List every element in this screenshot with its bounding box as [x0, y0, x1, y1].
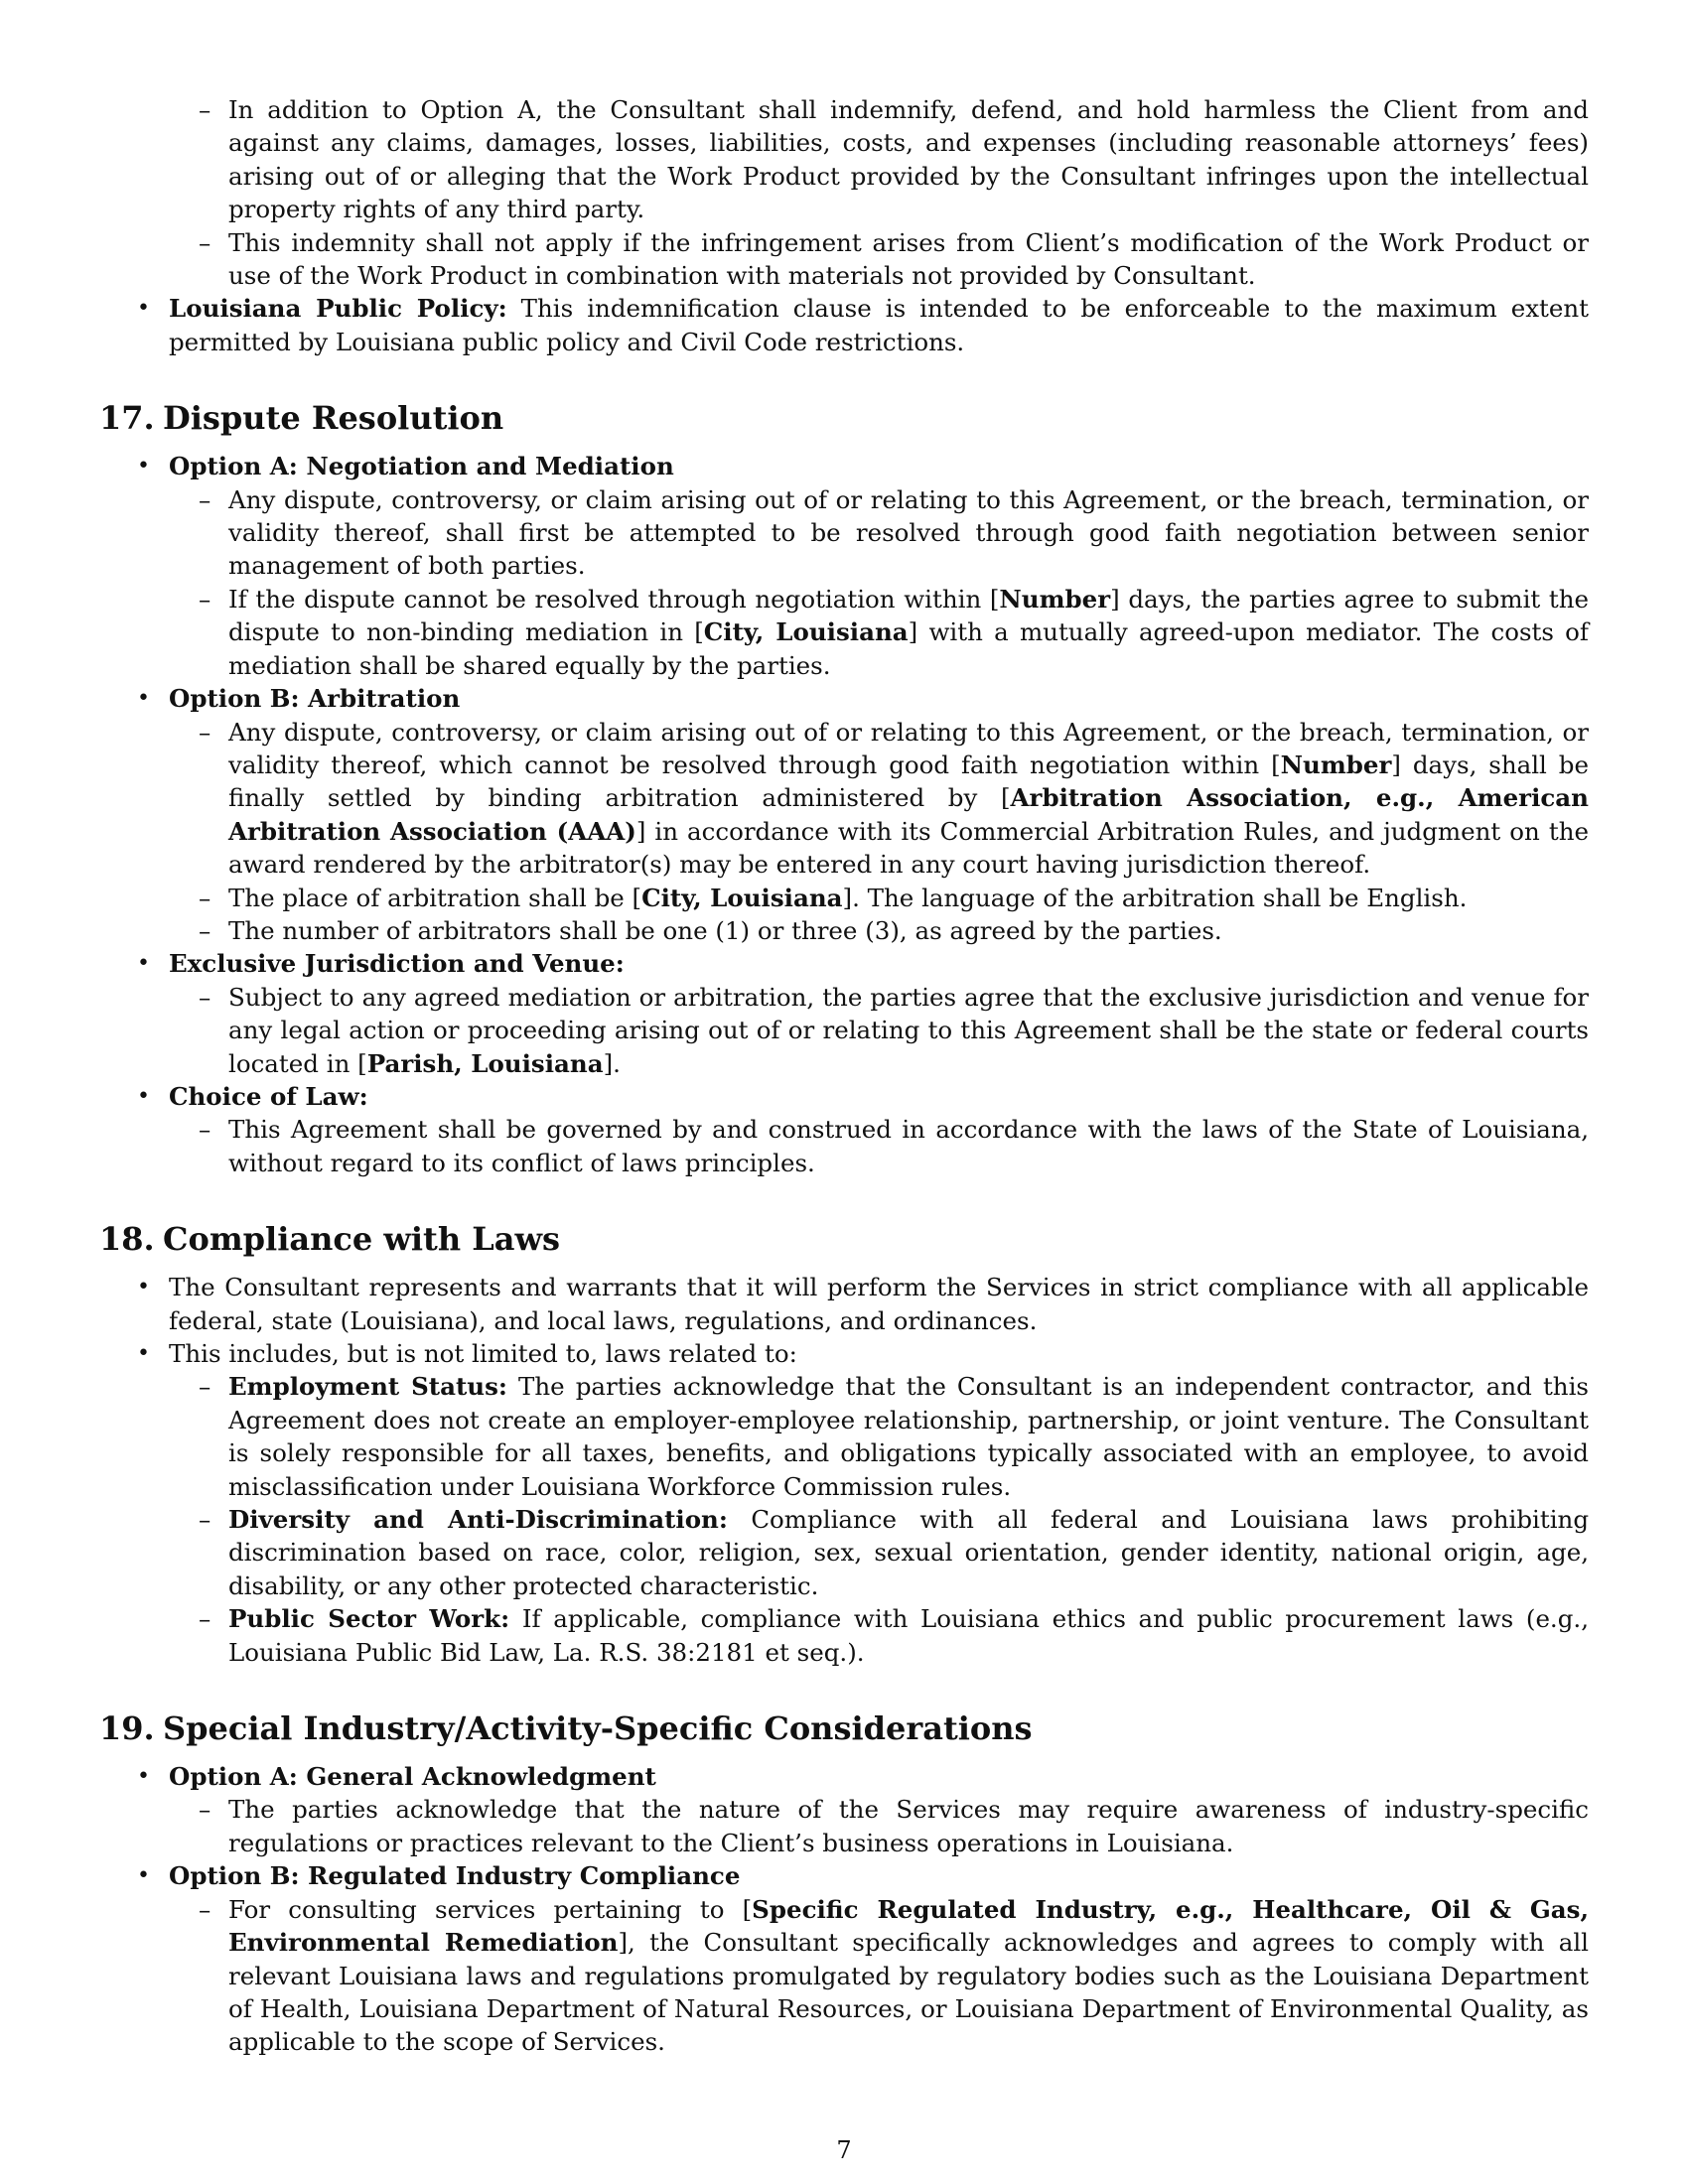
bullet-marker: • [137, 951, 150, 977]
bullet-marker: • [137, 1764, 150, 1790]
dash-marker: – [199, 95, 211, 124]
bullet-item: • The Consultant represents and warrants that it will perform the Services in strict compliance with all applicable federal, state (Louisiana), and local laws, regulations, and ordinances. [137, 1273, 1589, 1335]
sub-item: – The number of arbitrators shall be one (1) or three (3), as agreed by the parties. [99, 914, 1589, 947]
sub-item: – In addition to Option A, the Consultant shall indemnify, defend, and hold harmless the Client from and against any claims, damages, losses, liabilities, costs, and expenses (including reasonable attorneys’ fees) arising out of or alleging that the Work Product provided by the Consultant infringes upon the intellectual property rights of any third party. [199, 95, 1589, 224]
dash-marker: – [199, 584, 211, 614]
bullet-marker: • [137, 1341, 150, 1366]
bullet-label: Option A: General Acknowledgment [169, 1762, 656, 1792]
dash-marker: – [199, 227, 211, 257]
sub-item: – For consulting services pertaining to [Specific Regulated Industry, e.g., Healthcare, Oil & Gas, Environmental Remediation], the Consultant specifically acknowledges and agrees to comply with all relevant Louisiana laws and regulations promulgated by regulatory bodies such as the Louisiana Department of Health, Louisiana Department of Natural Resources, or Louisiana Department of Environmental Quality, as applicable to the scope of Services. [199, 1894, 1589, 2057]
dash-marker: – [199, 1604, 211, 1634]
dash-marker: – [199, 915, 211, 945]
bullet-label: Option B: Arbitration [169, 684, 461, 714]
bullet-item [99, 1080, 1589, 1113]
dash-marker: – [199, 1115, 211, 1145]
sub-item: – If the dispute cannot be resolved through negotiation within [Number] days, the parties agree to submit the dispute to non-binding mediation in [City, Louisiana] with a mutually agreed-upon mediator. The costs of mediation shall be shared equally by the parties. [199, 584, 1589, 680]
bullet-item [99, 1859, 1589, 1892]
sub-item: – Diversity and Anti-Discrimination: Compliance with all federal and Louisiana laws prohibiting discrimination based on race, color, religion, sex, sexual orientation, gender identity, national origin, age, disability, or any other protected characteristic. [199, 1505, 1589, 1600]
sub-item: – Subject to any agreed mediation or arbitration, the parties agree that the exclusive jurisdiction and venue for any legal action or proceeding arising out of or relating to this Agreement shall be the state or federal courts located in [Parish, Louisiana]. [199, 982, 1589, 1078]
dash-marker: – [199, 717, 211, 747]
sub-item: – Any dispute, controversy, or claim arising out of or relating to this Agreement, or the breach, termination, or validity thereof, shall first be attempted to be resolved through good faith negotiation between senior management of both parties. [199, 484, 1589, 581]
sub-item: – Employment Status: The parties acknowledge that the Consultant is an independent contractor, and this Agreement does not create an employer-employee relationship, partnership, or joint venture. The Consultant is solely responsible for all taxes, benefits, and obligations typically associated with an employee, to avoid misclassification under Louisiana Workforce Commission rules. [199, 1372, 1589, 1501]
bullet-label: Option B: Regulated Industry Compliance [169, 1861, 741, 1891]
bullet-item: • This includes, but is not limited to, laws related to: [99, 1337, 1589, 1370]
bullet-item [99, 947, 1589, 980]
bullet-label: Louisiana Public Policy: [169, 294, 507, 324]
dash-marker: – [199, 1795, 211, 1825]
dash-marker: – [199, 1372, 211, 1402]
document-page [99, 93, 1589, 2059]
sub-item: – This Agreement shall be governed by and construed in accordance with the laws of the State of Louisiana, without regard to its conflict of laws principles. [199, 1115, 1589, 1177]
bullet-item: • Louisiana Public Policy: This indemnification clause is intended to be enforceable to the maximum extent permitted by Louisiana public policy and Civil Code restrictions. [137, 294, 1589, 356]
sub-item: – Any dispute, controversy, or claim arising out of or relating to this Agreement, or the breach, termination, or validity thereof, which cannot be resolved through good faith negotiation within [Number] days, shall be finally settled by binding arbitration administered by [Arbitration Association, e.g., American Arbitration Association (AAA)] in accordance with its Commercial Arbitration Rules, and judgment on the award rendered by the arbitrator(s) may be entered in any court having jurisdiction thereof. [199, 717, 1589, 880]
section-heading: 19. Special Industry/Activity-Specific Considerations [99, 1709, 1033, 1748]
dash-marker: – [199, 484, 211, 514]
sub-item: – The parties acknowledge that the nature of the Services may require awareness of industry-specific regulations or practices relevant to the Client’s business operations in Louisiana. [199, 1795, 1589, 1857]
sub-item: – The place of arbitration shall be [City, Louisiana]. The language of the arbitration shall be English. [99, 882, 1589, 914]
bullet-marker: • [137, 1863, 150, 1889]
bullet-label: Exclusive Jurisdiction and Venue: [169, 949, 625, 979]
bullet-label: Choice of Law: [169, 1081, 368, 1111]
sub-item: – This indemnity shall not apply if the infringement arises from Client’s modification of the Work Product or use of the Work Product in combination with materials not provided by Consultant. [199, 227, 1589, 291]
dash-marker: – [199, 1505, 211, 1535]
bullet-item [99, 682, 1589, 715]
dash-marker: – [199, 982, 211, 1012]
bullet-marker: • [137, 686, 150, 712]
bullet-item [99, 450, 1589, 482]
bullet-label: Option A: Negotiation and Mediation [169, 452, 674, 481]
bullet-marker: • [137, 1083, 150, 1109]
bullet-item [99, 1760, 1589, 1793]
section-heading: 17. Dispute Resolution [99, 399, 504, 438]
bullet-marker: • [137, 296, 150, 322]
sub-item: – Public Sector Work: If applicable, compliance with Louisiana ethics and public procurement laws (e.g., Louisiana Public Bid Law, La. R.S. 38:2181 et seq.). [199, 1604, 1589, 1667]
page-number: 7 [836, 2136, 852, 2164]
bullet-marker: • [137, 454, 150, 479]
section-heading: 18. Compliance with Laws [99, 1220, 561, 1259]
dash-marker: – [199, 883, 211, 912]
bullet-marker: • [137, 1275, 150, 1300]
dash-marker: – [199, 1894, 211, 1924]
